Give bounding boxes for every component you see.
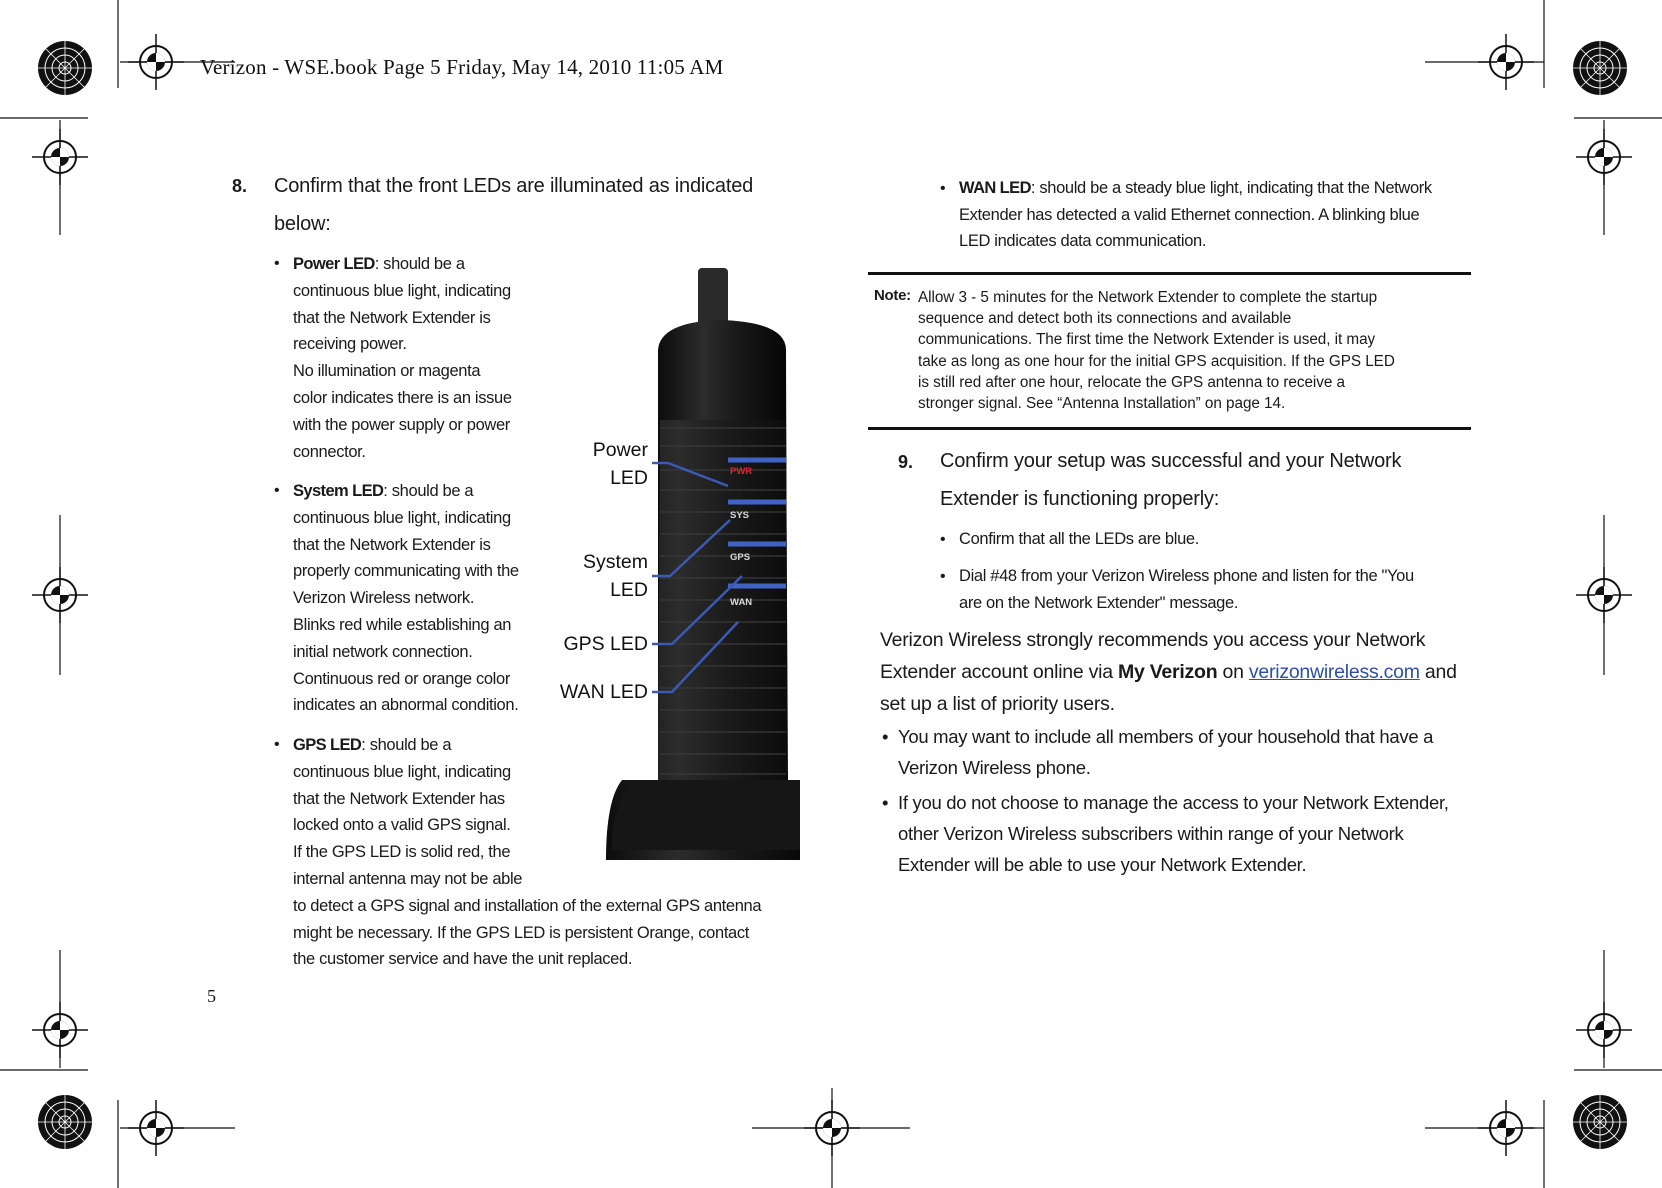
text-line: LED indicates data communication. [959, 232, 1207, 250]
step-9-line: Confirm your setup was successful and your Network [940, 450, 1402, 472]
note-label: Note: [874, 287, 911, 304]
text-line: that the Network Extender is [293, 308, 491, 327]
text-line: that the Network Extender has [293, 789, 505, 808]
step-9-bullet: Confirm that all the LEDs are blue. [959, 530, 1199, 548]
system-led-callout [560, 548, 648, 604]
text-line [880, 656, 1457, 688]
callout-line: System [582, 551, 648, 573]
text-span: and [1419, 661, 1457, 683]
step-9-line: Extender is functioning properly: [940, 488, 1220, 510]
text-line: locked onto a valid GPS signal. [293, 816, 511, 835]
my-verizon-label: My Verizon [1118, 661, 1218, 683]
note-line: take as long as one hour for the initial GPS acquisition. If the GPS LED [918, 352, 1395, 370]
running-head: Verizon - WSE.book Page 5 Friday, May 14, 2010 11:05 AM [200, 55, 724, 79]
system-leader-line [652, 520, 730, 576]
text-line: You may want to include all members of your household that have a [898, 726, 1434, 747]
gps-led-title: GPS LED [293, 736, 362, 754]
step-8-line: below: [274, 213, 331, 235]
text-line: Verizon Wireless strongly recommends you access your Network [880, 629, 1426, 651]
bullet-dot: • [940, 568, 946, 585]
text-line: Blinks red while establishing an [293, 615, 512, 634]
text-line: Verizon Wireless network. [293, 589, 475, 608]
callout-line: LED [610, 579, 648, 601]
power-led-callout [560, 436, 648, 492]
bullet-dot: • [274, 736, 280, 753]
note-line: communications. The first time the Network Extender is used, it may [918, 331, 1376, 349]
bullet-dot: • [882, 792, 889, 813]
text-line: are on the Network Extender" message. [959, 593, 1239, 612]
gps-device-label: GPS [730, 552, 751, 563]
text-line: : should be a [361, 736, 452, 754]
text-line: receiving power. [293, 335, 407, 354]
step-8-number: 8. [232, 176, 248, 196]
text-line: to detect a GPS signal and installation of the external GPS antenna [293, 896, 762, 915]
text-line: : should be a [383, 482, 474, 500]
text-line: No illumination or magenta [293, 362, 481, 381]
bullet-dot: • [882, 726, 889, 747]
pwr-device-label: PWR [730, 466, 753, 477]
gps-led-callout: GPS LED [563, 633, 648, 655]
text-line: If the GPS LED is solid red, the [293, 843, 511, 862]
list-item [882, 721, 1449, 783]
text-line: set up a list of priority users. [880, 693, 1115, 715]
step-9-number: 9. [898, 452, 914, 472]
text-line: indicates an abnormal condition. [293, 696, 519, 715]
wan-led-title: WAN LED [959, 179, 1031, 197]
sys-device-label: SYS [730, 510, 750, 521]
text-line: initial network connection. [293, 642, 473, 661]
wan-device-label: WAN [730, 597, 753, 608]
text-line: the customer service and have the unit replaced. [293, 950, 633, 969]
step-8-line: Confirm that the front LEDs are illuminated as indicated [274, 175, 754, 197]
bullet-dot: • [940, 180, 946, 197]
text-span: Extender account online via [880, 661, 1118, 683]
page-number: 5 [207, 986, 216, 1006]
bullet-dot: • [940, 531, 946, 548]
text-line: : should be a steady blue light, indicating that the Network [1030, 179, 1432, 197]
text-line: color indicates there is an issue [293, 388, 512, 407]
recommendation-paragraph [880, 624, 1457, 720]
bullet-dot: • [274, 482, 280, 499]
text-line: continuous blue light, indicating [293, 762, 511, 781]
text-line: Verizon Wireless phone. [898, 757, 1091, 778]
power-leader-line [652, 463, 728, 486]
text-line: might be necessary. If the GPS LED is persistent Orange, contact [293, 923, 750, 942]
bullet-dot: • [274, 255, 280, 272]
text-line: internal antenna may not be able [293, 869, 523, 888]
text-line: other Verizon Wireless subscribers within range of your Network [898, 823, 1404, 844]
callout-line: Power [592, 439, 648, 461]
note-line: is still red after one hour, relocate the GPS antenna to receive a [918, 373, 1345, 391]
wan-led-callout: WAN LED [559, 681, 648, 703]
note-text [918, 287, 1468, 414]
step-9-text [940, 442, 1401, 518]
note-line: Allow 3 - 5 minutes for the Network Extender to complete the startup [918, 289, 1378, 306]
text-line: If you do not choose to manage the access to your Network Extender, [898, 792, 1449, 813]
list-item [882, 787, 1449, 880]
text-line: properly communicating with the [293, 562, 519, 581]
text-line: continuous blue light, indicating [293, 281, 511, 300]
verizonwireless-link[interactable]: verizonwireless.com [1248, 661, 1420, 683]
power-led-title: Power LED [293, 255, 375, 273]
text-line: with the power supply or power [293, 415, 510, 434]
callout-line: LED [610, 467, 648, 489]
text-line: : should be a [374, 255, 465, 273]
text-line: Extender will be able to use your Network Extender. [898, 854, 1307, 875]
recommendation-bullets [882, 721, 1449, 880]
text-line: that the Network Extender is [293, 535, 491, 554]
note-line: stronger signal. See “Antenna Installation” on page 14. [918, 395, 1286, 413]
text-line: Extender has detected a valid Ethernet connection. A blinking blue [959, 205, 1420, 224]
text-span: on [1217, 661, 1249, 683]
text-line: Dial #48 from your Verizon Wireless phone and listen for the "You [959, 567, 1414, 585]
note-line: sequence and detect both its connections and available [918, 310, 1292, 328]
note-box [868, 272, 1471, 430]
system-led-title: System LED [293, 482, 384, 500]
text-line: connector. [293, 442, 366, 461]
wan-leader-line [652, 622, 738, 692]
wan-led-description [959, 175, 1432, 255]
text-line: continuous blue light, indicating [293, 508, 511, 527]
step-9-bullet [959, 563, 1414, 617]
text-line: Continuous red or orange color [293, 669, 510, 688]
